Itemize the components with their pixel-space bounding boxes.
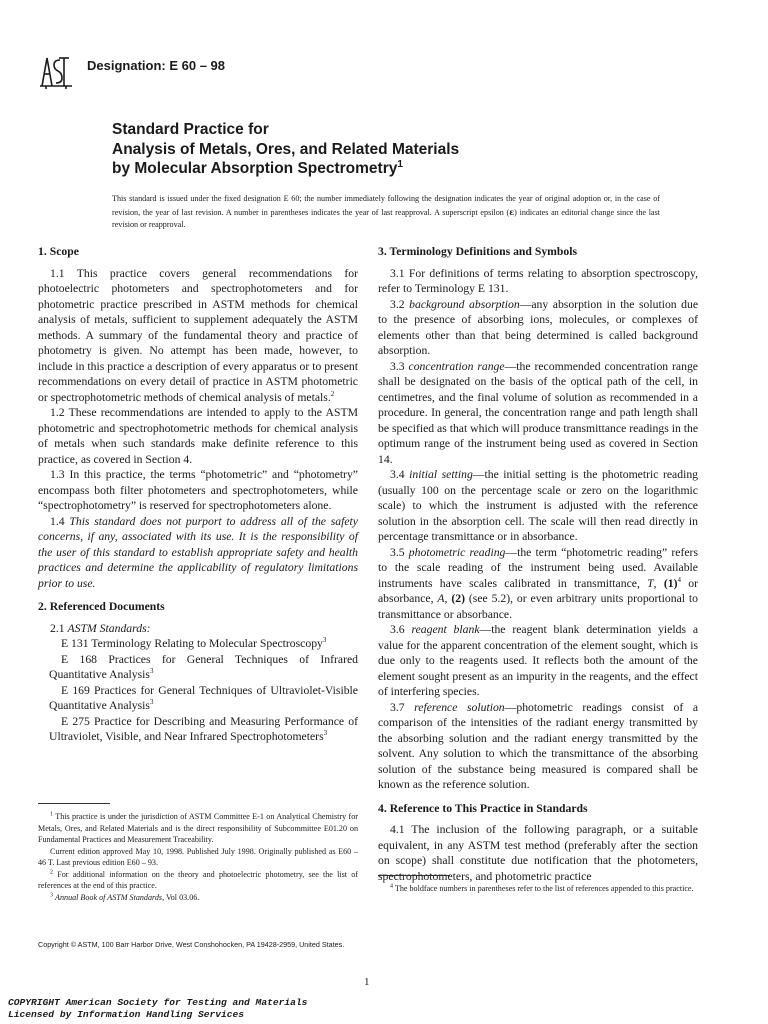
footnote-1: $^1$ This practice is under the jurisdiction of ASTM Committee E-1 on Analytical Chemistry for Metals, Ores, and Related Materials and is the direct responsibility of Subcommittee E01.20 on Fundamental Practices and Measurement Traceability. (38, 811, 358, 844)
footnote-divider-right (378, 875, 450, 876)
footnote-3: $^3$ Annual Book of ASTM Standards, Vol 03.06. (50, 891, 200, 902)
standard-notice: This standard is issued under the fixed designation E 60; the number immediately following the designation indicates the year of original adoption or, in the case of revision, the year of last revision. A number in parentheses indicates the year of last reapproval. A superscript epsilon (ε) indicates an editorial change since the last revision or reapproval. (112, 194, 660, 230)
terminology-heading: 3. Terminology Definitions and Symbols (378, 245, 578, 258)
title-line-2: Analysis of Metals, Ores, and Related Materials (112, 140, 460, 158)
footnotes-right (378, 883, 723, 895)
paragraph-1-2: 1.2 These recommendations are intended to apply to the ASTM photometric and spectrophotometric methods for chemical analysis of metals when such standards make definite reference to this practice, as covered in Section 4. (38, 406, 358, 466)
designation: Designation: E 60 – 98 (87, 58, 225, 73)
astm-logo-icon (38, 52, 74, 90)
reference-e275: E 275 Practice for Describing and Measuring Performance of Ultraviolet, Visible, and Near Infrared Spectrophotometers$^3$ (49, 714, 358, 743)
paragraph-3-6: 3.6 reagent blank—the reagent blank determination yields a value for the apparent concentration of the element sought, which is due only to the reagents used. It reflects both the amount of the element sought present as an impurity in the reagents, and the effect of interfering species. (378, 623, 699, 698)
paragraph-3-2: 3.2 background absorption—any absorption in the solution due to the presence of absorbing ions, molecules, or complexes of elements other than that being determined is called background absorption. (378, 297, 699, 357)
paragraph-3-1: 3.1 For definitions of terms relating to absorption spectroscopy, refer to Terminology E 131. (378, 266, 698, 295)
title-line-1: Standard Practice for (112, 121, 269, 138)
left-column (38, 244, 358, 745)
paragraph-4-1: 4.1 The inclusion of the following paragraph, or a suitable equivalent, in any ASTM test method (preferably after the section on scope) shall constitute due notification that the photometers, spectrophotometers, and photometric practice (378, 823, 698, 883)
reference-e169: E 169 Practices for General Techniques of Ultraviolet-Visible Quantitative Analysis$^3$ (49, 683, 358, 712)
page-number: 1 (364, 976, 370, 988)
paragraph-1-3: 1.3 In this practice, the terms “photometric” and “photometry” encompass both filter photometers and spectrophotometers, while “spectrophotometry” is reserved for spectrophotometers alone. (38, 468, 358, 512)
right-column (378, 244, 698, 884)
paragraph-2-1: 2.1 ASTM Standards: (50, 621, 151, 635)
paragraph-3-7: 3.7 reference solution—photometric readings consist of a comparison of the intensities of the radiant energy transmitted by the absorbing solution and the radiant energy transmitted by the solvent. Any solution to which the transmittance of the absorbing solution of the substance being measured is compared shall be known as the reference solution. (378, 700, 699, 791)
footnotes-left (38, 811, 358, 903)
scope-heading: 1. Scope (38, 245, 79, 258)
reference-e131: E 131 Terminology Relating to Molecular Spectroscopy$^3$ (61, 636, 327, 650)
paragraph-1-4: 1.4 This standard does not purport to address all of the safety concerns, if any, associated with its use. It is the responsibility of the user of this standard to establish appropriate safety and health practices and determine the applicability of regulatory limitations prior to use. (38, 514, 358, 590)
document-title (112, 120, 672, 179)
footnote-1-edition: Current edition approved May 10, 1998. Published July 1998. Originally published as E60 – 46 T. Last previous edition E60 – 93. (38, 846, 358, 867)
footnote-divider-left (38, 803, 110, 804)
paragraph-3-4: 3.4 initial setting—the initial setting is the photometric reading (usually 100 on the percentage scale or zero on the logarithmic scale) to which the instrument is adjusted with the reference solution in the absorption cell. The scale will then read directly in percentage transmittance or in absorbance. (378, 468, 699, 543)
footnote-4: $^4$ The boldface numbers in parentheses refer to the list of references appended to this practice. (390, 883, 694, 893)
referenced-documents-heading: 2. Referenced Documents (38, 600, 165, 613)
paragraph-3-5: 3.5 photometric reading—the term “photometric reading” refers to the scale reading of the instrument being used. Available instruments have scales calibrated in transmittance, T, $(1)^4$ or absorbance, A, (2) (see 5.2), or even arbitrary units proportional to transmittance or absorbance. (378, 545, 699, 621)
license-footer-line-1: COPYRIGHT American Society for Testing and Materials (8, 997, 308, 1008)
title-footnote-mark: 1 (397, 158, 403, 170)
footnote-2: $^2$ For additional information on the theory and photoelectric photometry, see the list of references at the end of this practice. (38, 868, 358, 890)
copyright-notice: Copyright © ASTM, 100 Barr Harbor Drive, West Conshohocken, PA 19428-2959, United States. (38, 940, 345, 949)
license-footer (8, 997, 307, 1020)
license-footer-line-2: Licensed by Information Handling Services (8, 1008, 245, 1020)
paragraph-3-3: 3.3 concentration range—the recommended concentration range shall be designated on the basis of the optical path of the cell, in centimetres, and the final volume of solution as recommended in a procedure. In general, the concentration range and path length shall be specified as that which will produce transmittance readings in the optimum range of the instrument being used as covered in Section 14. (378, 359, 699, 466)
paragraph-1-1: 1.1 This practice covers general recommendations for photoelectric photometers and spectrophotometers and for photometric practice prescribed in ASTM methods for chemical analysis of metals, sufficient to supplement adequately the ASTM methods. A summary of the fundamental theory and practice of photometry is given. No attempt has been made, however, to include in this practice a description of every apparatus or to present recommendations on every detail of practice in ASTM photometric or spectrophotometric methods of chemical analysis of metals.$^2$ (38, 266, 358, 404)
reference-e168: E 168 Practices for General Techniques of Infrared Quantitative Analysis$^3$ (49, 652, 358, 681)
title-line-3: by Molecular Absorption Spectrometry$^1$ (112, 158, 403, 177)
reference-in-standards-heading: 4. Reference to This Practice in Standards (378, 801, 588, 815)
